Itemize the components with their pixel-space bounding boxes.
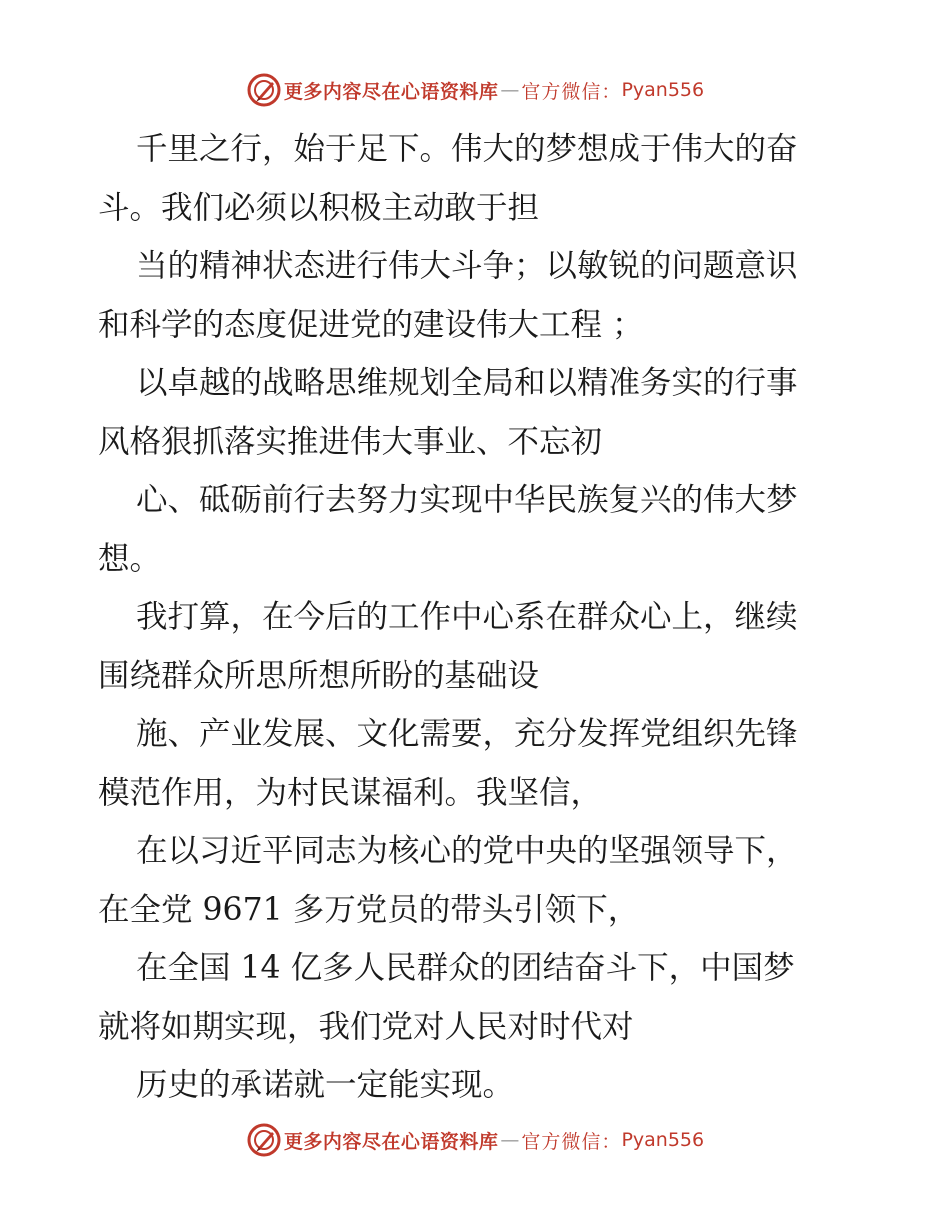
text-line: 和科学的态度促进党的建设伟大工程 ； bbox=[98, 306, 644, 343]
brand-logo-icon bbox=[246, 72, 282, 108]
text-line: 心、砥砺前行去努力实现中华民族复兴的伟大梦 bbox=[136, 482, 798, 518]
text-line: 想。 bbox=[98, 540, 162, 577]
banner-dash: — bbox=[500, 1129, 520, 1151]
text-line: 千里之行，始于足下。伟大的梦想成于伟大的奋 bbox=[136, 131, 798, 167]
banner-text: 更多内容尽在心语资料库 bbox=[283, 1130, 499, 1153]
banner-wechat-id: Pyan556 bbox=[621, 79, 705, 101]
text-line: 历史的承诺就一定能实现。 bbox=[136, 1067, 515, 1103]
text-line: 风格狠抓落实推进伟大事业、不忘初 bbox=[98, 423, 603, 460]
text-line: 斗。我们必须以积极主动敢于担 bbox=[98, 189, 540, 226]
document-body bbox=[98, 120, 858, 1115]
brand-logo-icon bbox=[246, 1122, 282, 1158]
banner-wechat-label: 官方微信： bbox=[521, 80, 622, 103]
text-line: 当的精神状态进行伟大斗争；以敏锐的问题意识 bbox=[136, 248, 798, 284]
banner-wechat-label: 官方微信： bbox=[521, 1130, 622, 1153]
text-line: 我打算，在今后的工作中心系在群众心上，继续 bbox=[136, 599, 798, 635]
text-line: 在以习近平同志为核心的党中央的坚强领导下， bbox=[136, 833, 798, 869]
header-banner[interactable] bbox=[0, 70, 950, 110]
text-line: 模范作用，为村民谋福利。我坚信， bbox=[98, 774, 603, 811]
banner-dash: — bbox=[500, 79, 520, 101]
text-line: 在全党 9671 多万党员的带头引领下， bbox=[98, 891, 640, 928]
footer-banner[interactable] bbox=[0, 1120, 950, 1160]
text-line: 就将如期实现，我们党对人民对时代对 bbox=[98, 1008, 634, 1045]
banner-text: 更多内容尽在心语资料库 bbox=[283, 80, 499, 103]
text-line: 施、产业发展、文化需要，充分发挥党组织先锋 bbox=[136, 716, 798, 752]
text-line: 以卓越的战略思维规划全局和以精准务实的行事 bbox=[136, 365, 798, 401]
banner-wechat-id: Pyan556 bbox=[621, 1129, 705, 1151]
text-line: 在全国 14 亿多人民群众的团结奋斗下，中国梦 bbox=[136, 950, 795, 986]
text-line: 围绕群众所思所想所盼的基础设 bbox=[98, 657, 540, 694]
